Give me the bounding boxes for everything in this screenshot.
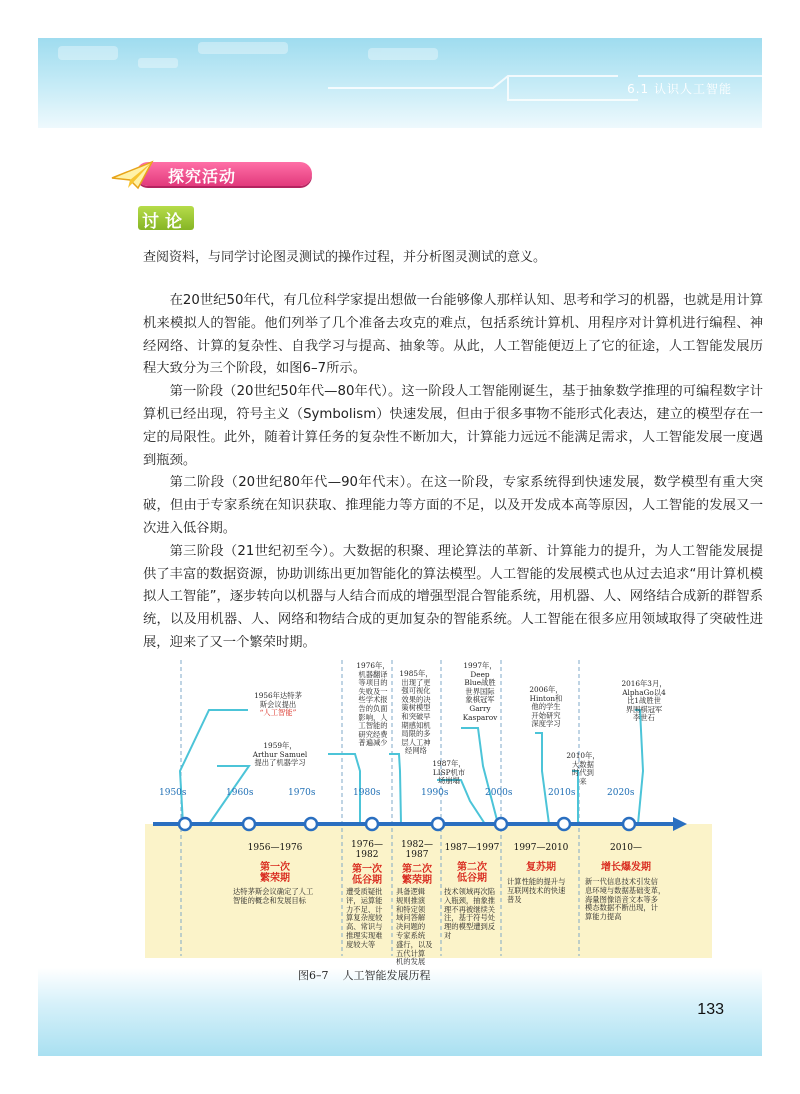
event-2016: 2016年3月， AlphaGo以4 比1战胜世 界围棋冠军 李世石 xyxy=(621,679,667,723)
decade-label: 2020s xyxy=(607,788,635,798)
event-1976: 1976年， 机器翻译 等项目的 失败及一 些学术报 告的负面 影响，人 工智能的 研究经费 普遍减少 xyxy=(356,661,390,748)
discussion-prompt: 查阅资料，与同学讨论图灵测试的操作过程，并分析图灵测试的意义。 xyxy=(143,250,547,265)
figure-caption xyxy=(298,967,445,983)
paragraph-stage-1: 第一阶段（20世纪50年代—80年代）。这一阶段人工智能刚诞生，基于抽象数学推理的可编程数字计算机已经出现，符号主义（Symbolism）快速发展，但由于很多事物不能形式化表达，建立的模型存在一定的局限性。此外，随着计算任务的复杂性不断加大，计算能力远远不能满足需求，人工智能发展一度遇到瓶颈。 xyxy=(143,384,763,468)
event-1956: 1956年达特茅 斯会议提出 “人工智能” xyxy=(254,691,302,718)
activity-banner xyxy=(108,158,323,190)
textbook-page xyxy=(38,38,762,1056)
activity-title: 探究活动 xyxy=(168,167,237,186)
event-1959: 1959年， Arthur Samuel 提出了机器学习 xyxy=(252,741,308,768)
discussion-badge-text: 讨论 xyxy=(142,212,188,232)
event-1985: 1985年， 出现了更 强可视化 效果的决 策树模型 和突破早 期感知机 局限的多 层人工神 经网络 xyxy=(399,669,433,756)
decade-label: 1950s xyxy=(159,788,187,798)
header-band xyxy=(38,38,762,128)
event-1997: 1997年， Deep Blue战胜 世界国际 象棋冠军 Garry Kasparov xyxy=(462,661,498,722)
event-2006: 2006年， Hinton和 他的学生 开始研究 深度学习 xyxy=(529,685,563,729)
event-2010: 2010年， 大数据 时代到 来 xyxy=(566,751,600,786)
decade-label: 1960s xyxy=(226,788,254,798)
decade-label: 2010s xyxy=(548,788,576,798)
ai-timeline-figure: 1950s 1960s 1970s 1980s 1990s 2000s 2010s 2020s 1956年达特茅 斯会议提出 “人工智能” 1959年， Arthur Samuel 提出了机器学习 1976年， 机器翻译 等项目的 失败及一 些学术报 告的负面 影响，人 工智能的 研究经费 普遍减少 1985年， 出现了更 强可视化 效果的决 策树模型 和突破早 期感知机 局限的多 层人工神 经网络 1997年， Deep Blue战胜 世界国际 象棋冠军 Garry Kasparov 1987年， LISP机市 场崩塌 2006年， Hinton和 他的学生 开始研究 深度学习 2010年， 大数据 时代到 来 2016年3月， AlphaGo以4 比1战胜世 界围棋冠军 李世石 1956—1976 第一次 繁荣期 达特茅斯会议确定了人工 智能的概念和发展目标 1976— 1982 第一次 低谷期 遭受质疑批 评，运算能 力不足、计 算复杂度较 高、常识与 推理实现难 度较大等 1982— 1987 第二次 繁荣期 具备逻辑 规则推演 和特定领 域问答解 决问题的 专家系统 盛行，以及 五代计算 机的发展 1987—1997 第二次 低谷期 技术领域再次陷 入瓶颈，抽象推 理不再被继续关 注，基于符号处 理的模型遭到反 对 1997—2010 复苏期 计算性能的提升与 互联网技术的快速 普及 2010— 增长爆发期 新一代信息技术引发信 息环境与数据基础变革， 海量图像语音文本等多 模态数据不断出现，计 算能力提高 xyxy=(145,656,712,958)
event-1987: 1987年， LISP机市 场崩塌 xyxy=(432,759,466,786)
paragraph-intro: 在20世纪50年代，有几位科学家提出想做一台能够像人那样认知、思考和学习的机器，也就是用计算机来模拟人的智能。他们列举了几个准备去攻克的难点，包括系统计算机、用程序对计算机进行编程、神经网络、计算的复杂性、自我学习与提高、抽象等。从此，人工智能便迈上了它的征途，人工智能发展历程大致分为三个阶段，如图6–7所示。 xyxy=(143,293,763,377)
page-number: 133 xyxy=(697,1001,724,1018)
decade-label: 2000s xyxy=(485,788,513,798)
decade-label: 1980s xyxy=(353,788,381,798)
figure-number: 图6–7 xyxy=(298,969,329,982)
figure-title: 人工智能发展历程 xyxy=(342,969,431,982)
paper-plane-icon xyxy=(108,158,158,192)
section-label: 6.1 认识人工智能 xyxy=(627,82,732,96)
decade-label: 1970s xyxy=(288,788,316,798)
body-text xyxy=(143,290,763,655)
discussion-badge xyxy=(138,206,194,230)
paragraph-stage-2: 第二阶段（20世纪80年代—90年代末）。在这一阶段，专家系统得到快速发展，数学模型有重大突破，但由于专家系统在知识获取、推理能力等方面的不足，以及开发成本高等原因，人工智能的发展又一次进入低谷期。 xyxy=(143,475,763,536)
decade-label: 1990s xyxy=(421,788,449,798)
paragraph-stage-3: 第三阶段（21世纪初至今）。大数据的积聚、理论算法的革新、计算能力的提升，为人工智能发展提供了丰富的数据资源，协助训练出更加智能化的算法模型。人工智能的发展模式也从过去追求“用计算机模拟人工智能”，逐步转向以机器与人结合而成的增强型混合智能系统，用机器、人、网络结合成新的群智系统，以及用机器、人、网络和物结合成的更加复杂的智能系统。人工智能在很多应用领域取得了突破性进展，迎来了又一个繁荣时期。 xyxy=(143,543,763,650)
